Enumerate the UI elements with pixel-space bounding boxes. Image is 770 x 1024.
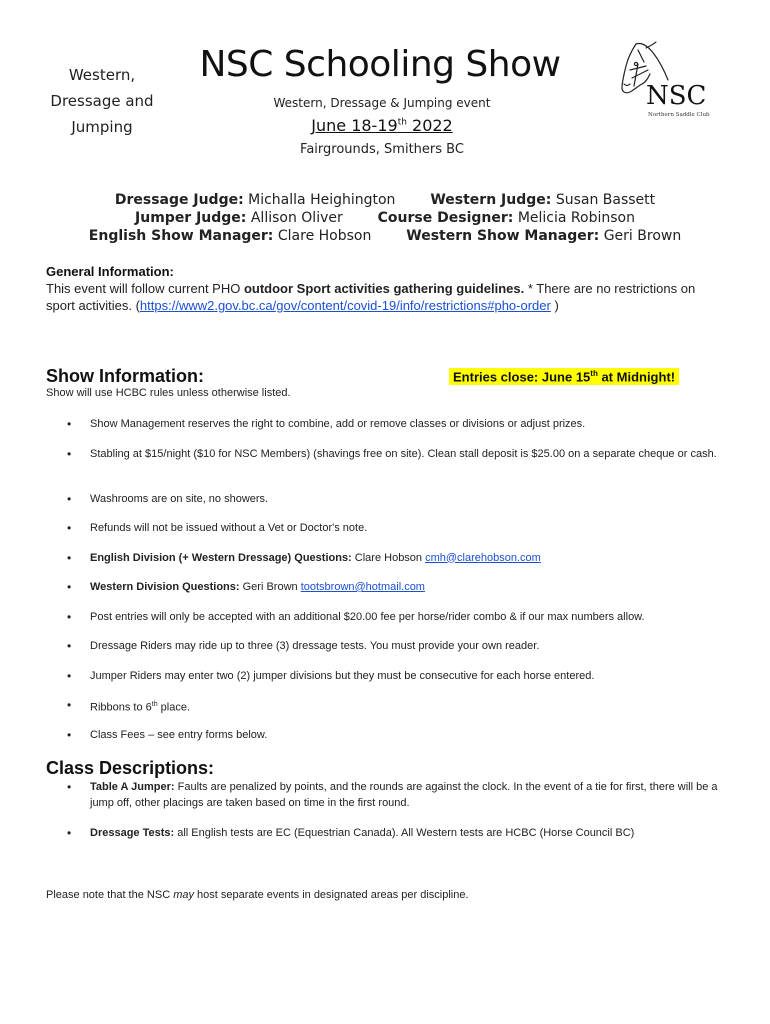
course-designer-label: Course Designer: (377, 210, 514, 226)
ribbons-text-tail: place. (157, 701, 191, 714)
discipline-line: Jumping (71, 118, 133, 136)
list-item (46, 825, 726, 841)
list-item (46, 550, 726, 580)
nsc-horse-logo (616, 40, 716, 122)
western-manager-name: Geri Brown (603, 228, 682, 244)
entries-close-badge (449, 368, 679, 385)
list-item (46, 779, 726, 825)
english-contact-email-link[interactable]: cmh@clarehobson.com (425, 551, 541, 564)
general-heading: General Information: (46, 264, 174, 279)
event-subtitle: Western, Dressage & Jumping event (273, 96, 491, 110)
officials-row (40, 191, 730, 209)
jumper-judge-name: Allison Oliver (250, 210, 343, 226)
ribbons-suffix: th (151, 701, 158, 708)
general-text-part: * There are no restrictions on sport activities. ( (46, 281, 696, 313)
class-descriptions-heading: Class Descriptions: (46, 758, 215, 778)
show-info-list (46, 416, 726, 756)
logo-text: NSC (646, 81, 707, 111)
page-title: NSC Schooling Show (199, 44, 561, 85)
general-text-part: ) (550, 298, 559, 313)
discipline-line: Dressage and (50, 92, 154, 110)
officials-row (40, 209, 730, 227)
event-venue: Fairgrounds, Smithers BC (300, 142, 464, 157)
ribbons-text: Ribbons to 6 (90, 701, 152, 714)
entries-tail: at Midnight! (597, 369, 676, 385)
english-manager-name: Clare Hobson (277, 228, 372, 244)
class-text: Faults are penalized by points, and the rounds are against the clock. In the event of a tie for first, there will be a jump off, other placings are taken based on time in the first round. (90, 781, 718, 809)
event-date-year: 2022 (406, 116, 453, 135)
jumper-judge-label: Jumper Judge: (135, 210, 247, 226)
footer-emphasis: may (173, 889, 194, 901)
rules-note: Show will use HCBC rules unless otherwise listed. (46, 387, 291, 399)
dressage-judge-name: Michalla Heighington (248, 192, 396, 208)
class-label: Table A Jumper: (90, 781, 175, 793)
course-designer-name: Melicia Robinson (517, 210, 635, 226)
list-item (46, 697, 726, 727)
general-text-bold: outdoor Sport activities gathering guidelines. (243, 281, 525, 296)
logo-subtext: Northern Saddle Club (648, 112, 710, 118)
class-label: Dressage Tests: (90, 827, 175, 839)
footer-text: Please note that the NSC (46, 889, 174, 901)
western-judge-name: Susan Bassett (555, 192, 656, 208)
list-item: • Stabling at $15/night ($10 for NSC Members) (shavings free on site). Clean stall deposit is $25.00 on a separate cheque or cash. (46, 446, 726, 491)
dressage-judge-label: Dressage Judge: (114, 192, 244, 208)
pho-order-link[interactable]: https://www2.gov.bc.ca/gov/content/covid-19/info/restrictions#pho-order (139, 298, 551, 313)
event-date (230, 116, 534, 135)
contact-name: Geri Brown (239, 581, 301, 593)
contact-label: Western Division Questions: (90, 581, 240, 593)
contact-name: Clare Hobson (351, 551, 426, 564)
show-info-heading: Show Information: (46, 366, 204, 386)
list-item: • Show Management reserves the right to combine, add or remove classes or divisions or adjust prizes. (46, 416, 726, 446)
list-item: • Refunds will not be issued without a Vet or Doctor's note. (46, 520, 726, 550)
list-item: • Washrooms are on site, no showers. (46, 491, 726, 521)
general-text (46, 280, 726, 314)
list-item: • Post entries will only be accepted with an additional $20.00 fee per horse/rider combo & if our max numbers allow. (46, 609, 726, 639)
list-item: • Dressage Riders may ride up to three (3) dressage tests. You must provide your own reader. (46, 638, 726, 668)
western-contact-email-link[interactable]: tootsbrown@hotmail.com (300, 581, 425, 593)
class-descriptions-list (46, 779, 726, 841)
contact-label: English Division (+ Western Dressage) Questions: (90, 551, 352, 564)
officials-block (40, 191, 730, 245)
event-date-main: June 18-19 (311, 116, 398, 135)
class-text: all English tests are EC (Equestrian Canada). All Western tests are HCBC (Horse Council BC) (174, 827, 635, 839)
general-text-part: This event will follow current PHO (46, 281, 244, 296)
western-judge-label: Western Judge: (430, 192, 552, 208)
discipline-line: Western, (68, 66, 136, 84)
event-date-suffix: th (397, 117, 407, 128)
list-item: • Class Fees – see entry forms below. (46, 727, 726, 757)
officials-row (40, 227, 730, 245)
list-item (46, 579, 726, 609)
entries-suffix: th (590, 369, 598, 378)
entries-text: Entries close: June 15 (453, 369, 591, 385)
discipline-list (46, 62, 158, 140)
footer-text: host separate events in designated areas per discipline. (193, 889, 469, 901)
english-manager-label: English Show Manager: (88, 228, 274, 244)
western-manager-label: Western Show Manager: (406, 228, 600, 244)
footer-note (46, 889, 469, 901)
list-item: • Jumper Riders may enter two (2) jumper divisions but they must be consecutive for each horse entered. (46, 668, 726, 698)
